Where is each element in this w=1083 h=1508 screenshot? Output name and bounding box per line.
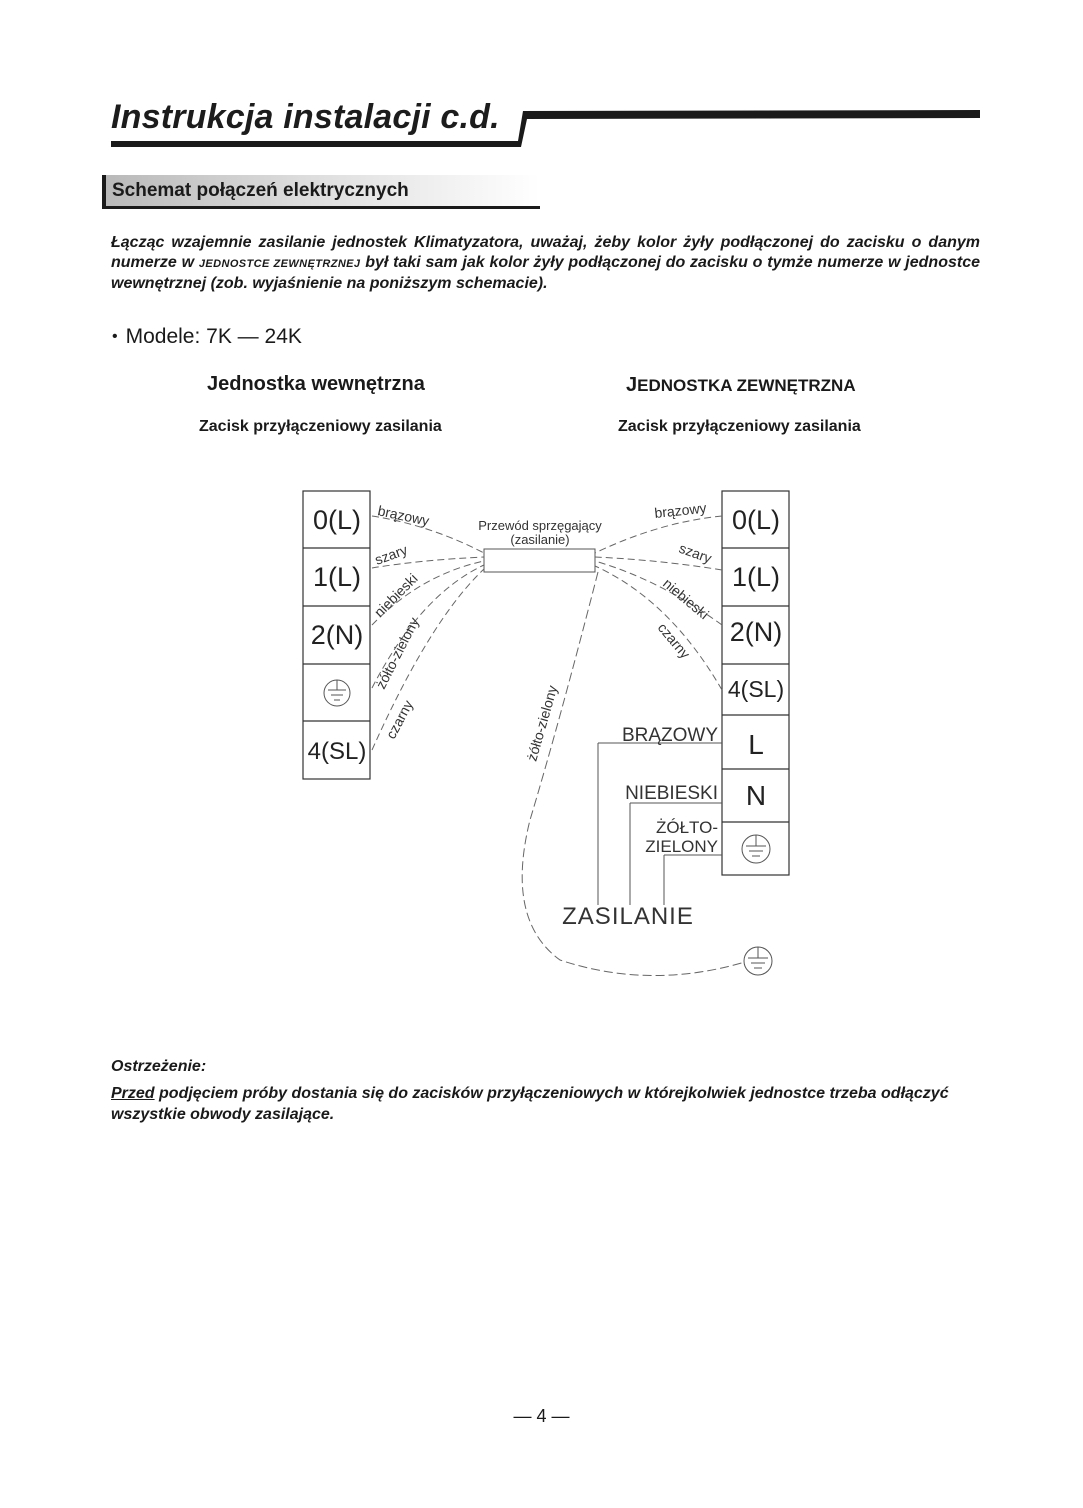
outdoor-heading-first-letter: J [626,374,638,396]
supply-blue-label: NIEBIESKI [625,783,718,804]
outdoor-terminal-N: N [745,780,767,811]
warning-text [111,1083,971,1125]
indoor-terminal-4SL: 4(SL) [307,738,367,765]
section-title: Schemat połączeń elektrycznych [112,180,409,201]
outdoor-terminal-L: L [748,729,764,760]
indoor-unit-heading: Jednostka wewnętrzna [207,373,425,395]
cable-label-line2: (zasilanie) [510,532,570,547]
warning-title: Ostrzeżenie: [111,1058,207,1075]
outdoor-terminal-1L: 1(L) [731,562,781,592]
indoor-wire-label-blue: niebieski [370,570,421,621]
outdoor-terminal-0L: 0(L) [731,505,781,535]
supply-brown-label: BRĄZOWY [621,725,718,746]
supply-ground-label-line1: ŻÓŁTO- [655,818,718,837]
outdoor-wire-label-brown: brązowy [653,499,708,521]
warning-body: podjęciem próby dostania się do zacisków przyłączeniowych w którejkolwiek jednostce trzeba odłączyć wszystkie obwody zasilające. [111,1085,949,1123]
supply-label: ZASILANIE [562,903,694,930]
indoor-terminal-1L: 1(L) [312,562,362,592]
indoor-terminal-label: Zacisk przyłączeniowy zasilania [199,418,442,435]
supply-ground-label-line2: ZIELONY [645,837,718,856]
indoor-wire-label-black: czarny [382,697,417,742]
indoor-terminal-0L: 0(L) [312,505,362,535]
intro-part2: był taki sam jak kolor żyły podłączonej do zacisku o tymże numerze w jednostce wewnętrznej (zob. wyjaśnienie na poniższym schemacie). [111,254,980,292]
page-title: Instrukcja instalacji c.d. [111,98,500,136]
models-text: Modele: 7K — 24K [125,325,302,348]
bullet-icon: • [112,328,118,345]
outdoor-heading-rest: EDNOSTKA ZEWNĘTRZNA [637,376,856,395]
indoor-ground-icon [324,680,350,706]
intro-outdoor-caps: JEDNOSTCE ZEWNĘTRZNEJ [198,258,361,270]
indoor-terminal-2N: 2(N) [310,620,364,650]
page-number: — 4 — [513,1406,570,1426]
indoor-wire-label-yellow-green: żółto-zielony [372,614,423,692]
outdoor-ground-icon [742,835,770,863]
indoor-wire-label-brown: brązowy [376,502,431,529]
outdoor-wire-label-black: czarny [654,619,694,662]
outdoor-wire-label-gray: szary [676,539,714,567]
coupling-cable-box [484,549,595,572]
outdoor-terminal-4SL: 4(SL) [727,676,785,702]
cable-label-line1: Przewód sprzęgający [478,518,602,533]
intro-part1: Łącząc wzajemnie zasilanie jednostek Klimatyzatora, uważaj, żeby kolor żyły podłączonej do zacisku o danym numerze w [111,234,980,271]
supply-ground-icon [744,947,772,975]
indoor-wire-label-gray: szary [372,541,410,568]
outdoor-terminal-label: Zacisk przyłączeniowy zasilania [618,418,861,435]
outdoor-wire-label-blue: niebieski [660,575,713,623]
ground-wire-label: żółto-zielony [523,683,561,763]
warning-underlined: Przed [111,1085,155,1102]
outdoor-terminal-2N: 2(N) [729,617,783,647]
